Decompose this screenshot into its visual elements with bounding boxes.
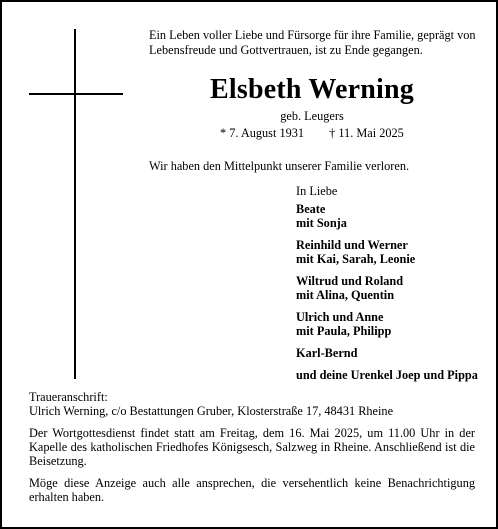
- mourners-list: [296, 184, 478, 390]
- mourning-address: [29, 390, 475, 418]
- mourner-line: und deine Urenkel Joep und Pippa: [296, 368, 478, 382]
- mourner-group: [296, 368, 478, 382]
- mourner-line: mit Sonja: [296, 216, 347, 230]
- in-love-label: In Liebe: [296, 184, 338, 198]
- mourner-group: [296, 346, 478, 360]
- service-info: Der Wortgottesdienst findet statt am Freitag, dem 16. Mai 2025, um 11.00 Uhr in der Kapelle des katholischen Friedhofes Königsesch, Salzweg in Rheine. Anschließend ist die Beisetzung.: [29, 426, 475, 468]
- mourner-line: mit Kai, Sarah, Leonie: [296, 252, 416, 266]
- mourner-line: Ulrich und Anne: [296, 310, 384, 324]
- family-statement: Wir haben den Mittelpunkt unserer Familie verloren.: [149, 159, 410, 173]
- mourner-line: mit Alina, Quentin: [296, 288, 395, 302]
- cross-icon-vertical: [74, 29, 76, 379]
- mourner-line: mit Paula, Philipp: [296, 324, 392, 338]
- cross-icon-horizontal: [29, 93, 123, 95]
- mourner-group: [296, 274, 478, 302]
- mourner-group: [296, 202, 478, 230]
- closing-note: Möge diese Anzeige auch alle ansprechen, die versehentlich keine Benachrichtigung erhalten haben.: [29, 476, 475, 504]
- death-date: † 11. Mai 2025: [329, 126, 404, 140]
- mourner-line: Karl-Bernd: [296, 346, 358, 360]
- address-line: Ulrich Werning, c/o Bestattungen Gruber, Klosterstraße 17, 48431 Rheine: [29, 404, 394, 418]
- mourner-line: Wiltrud und Roland: [296, 274, 404, 288]
- mourner-group: [296, 238, 478, 266]
- mourner-group: [296, 310, 478, 338]
- notice-footer: [29, 390, 475, 512]
- birth-name: geb. Leugers: [280, 109, 344, 123]
- mourner-line: Beate: [296, 202, 326, 216]
- intro-text: Ein Leben voller Liebe und Fürsorge für ihre Familie, geprägt von Lebensfreude und Gottvertrauen, ist zu Ende gegangen.: [149, 28, 476, 57]
- birth-date: * 7. August 1931: [220, 126, 305, 140]
- address-label: Traueranschrift:: [29, 390, 108, 404]
- deceased-name: Elsbeth Werning: [210, 74, 414, 105]
- life-dates: [220, 126, 404, 141]
- mourner-line: Reinhild und Werner: [296, 238, 408, 252]
